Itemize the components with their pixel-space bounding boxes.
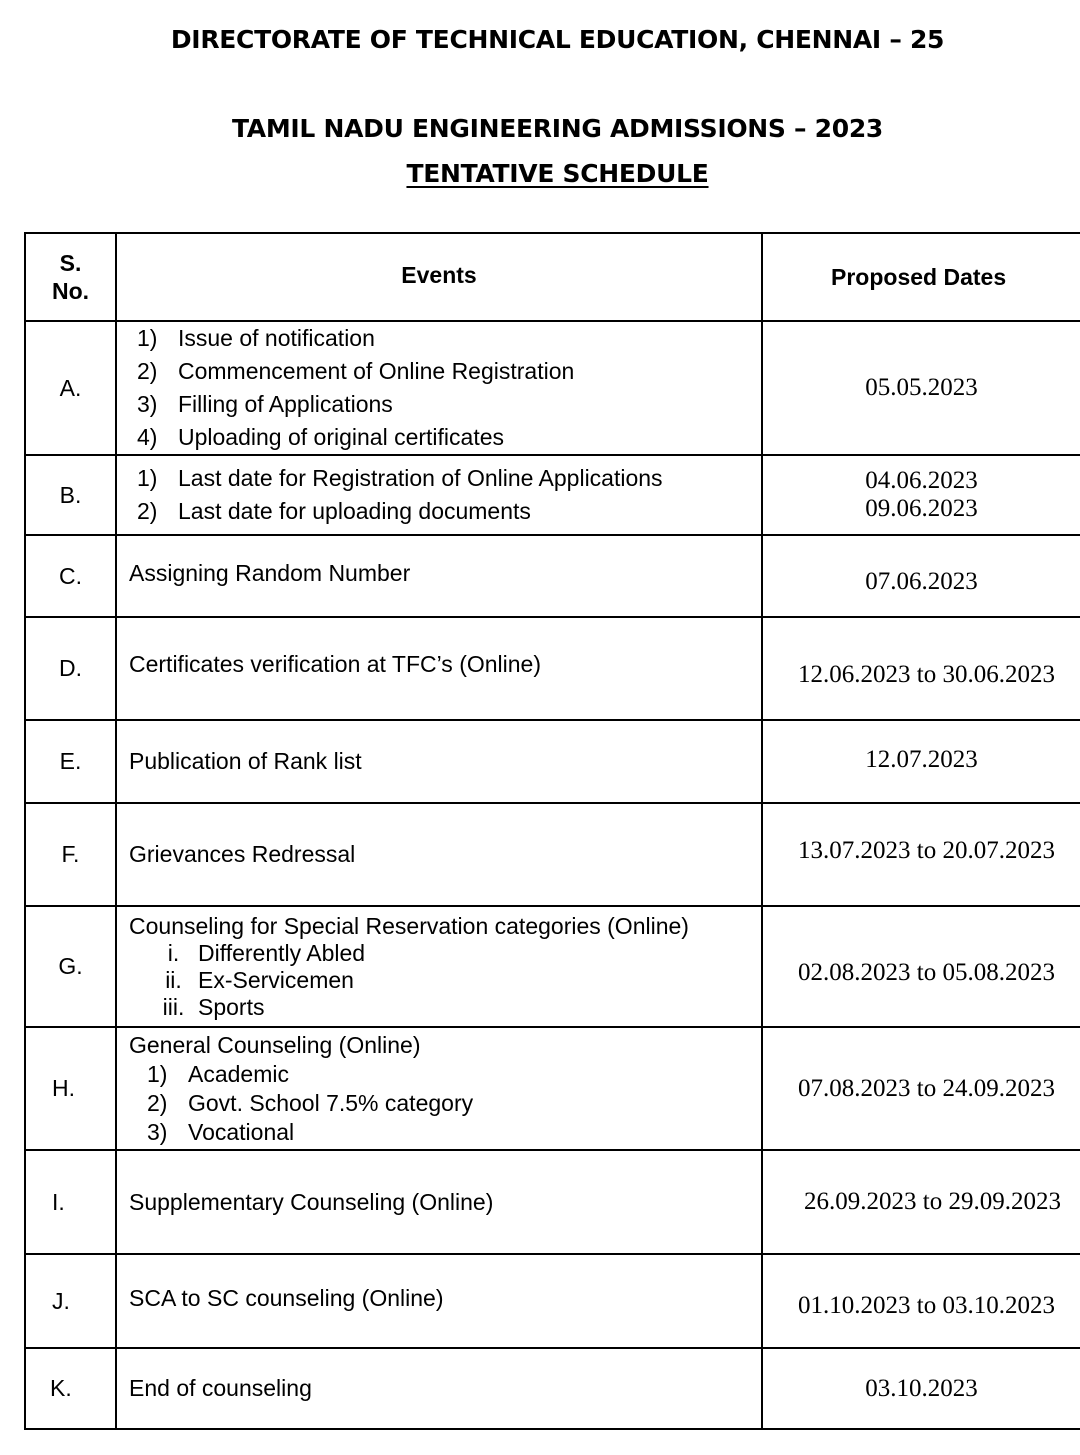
row-date: 04.06.2023 09.06.2023: [762, 455, 1080, 535]
list-item: iii. Sports: [162, 993, 265, 1020]
list-item: 1) Academic: [147, 1060, 289, 1087]
list-item: 1) Issue of notification: [137, 325, 375, 351]
row-events: Supplementary Counseling (Online): [116, 1150, 762, 1254]
row-date: 07.08.2023 to 24.09.2023: [762, 1027, 1080, 1150]
row-events: Certificates verification at TFC’s (Online): [116, 617, 762, 720]
row-events: [116, 321, 762, 455]
event-heading: General Counseling (Online): [129, 1031, 421, 1058]
table-row: [25, 321, 1080, 455]
list-item: 2) Govt. School 7.5% category: [147, 1089, 474, 1116]
table-row: [25, 455, 1080, 535]
list-item: i. Differently Abled: [167, 939, 366, 966]
row-sno: G.: [25, 906, 116, 1027]
event-list: [129, 940, 761, 1021]
row-events: Assigning Random Number: [116, 535, 762, 617]
row-date: 07.06.2023: [762, 535, 1080, 617]
list-item: 4) Uploading of original certificates: [137, 424, 505, 450]
row-events: Publication of Rank list: [116, 720, 762, 803]
header-events: Events: [116, 233, 762, 321]
list-item: 3) Vocational: [147, 1118, 295, 1145]
row-date: 13.07.2023 to 20.07.2023: [762, 803, 1080, 906]
row-sno: F.: [25, 803, 116, 906]
row-sno: E.: [25, 720, 116, 803]
row-date: 05.05.2023: [762, 321, 1080, 455]
list-item: 2) Commencement of Online Registration: [137, 358, 575, 384]
event-list: [129, 1060, 761, 1147]
title-admissions: TAMIL NADU ENGINEERING ADMISSIONS – 2023: [231, 114, 884, 143]
row-events: [116, 455, 762, 535]
event-list: [137, 462, 761, 528]
row-date: 12.06.2023 to 30.06.2023: [762, 617, 1080, 720]
table-row: [25, 617, 1080, 720]
title-directorate: DIRECTORATE OF TECHNICAL EDUCATION, CHENNAI – 25: [170, 25, 945, 54]
table-row: [25, 803, 1080, 906]
table-row: [25, 1348, 1080, 1429]
list-item: ii. Ex-Servicemen: [165, 966, 354, 993]
row-date: 01.10.2023 to 03.10.2023: [762, 1254, 1080, 1348]
header-sno: S. No.: [25, 233, 116, 321]
table-row: [25, 906, 1080, 1027]
table-row: [25, 720, 1080, 803]
row-date: 02.08.2023 to 05.08.2023: [762, 906, 1080, 1027]
row-events: Grievances Redressal: [116, 803, 762, 906]
row-sno: B.: [25, 455, 116, 535]
title-schedule-text: TENTATIVE SCHEDULE: [406, 159, 709, 188]
row-sno: D.: [25, 617, 116, 720]
row-sno: A.: [25, 321, 116, 455]
table-row: [25, 1254, 1080, 1348]
event-heading: Counseling for Special Reservation categories (Online): [129, 912, 689, 939]
schedule-table: [24, 232, 1080, 1430]
row-sno: I.: [25, 1150, 116, 1254]
row-sno: K.: [25, 1348, 116, 1429]
list-item: 2) Last date for uploading documents: [137, 498, 531, 524]
row-events: SCA to SC counseling (Online): [116, 1254, 762, 1348]
row-date: 26.09.2023 to 29.09.2023: [762, 1150, 1080, 1254]
row-events: [116, 906, 762, 1027]
event-list: [137, 322, 761, 454]
row-date: 12.07.2023: [762, 720, 1080, 803]
row-events: End of counseling: [116, 1348, 762, 1429]
table-row: [25, 1150, 1080, 1254]
list-item: 1) Last date for Registration of Online Applications: [137, 465, 663, 491]
row-sno: H.: [25, 1027, 116, 1150]
row-date: 03.10.2023: [762, 1348, 1080, 1429]
row-events: [116, 1027, 762, 1150]
header-dates: Proposed Dates: [762, 233, 1080, 321]
list-item: 3) Filling of Applications: [137, 391, 393, 417]
table-header-row: [25, 233, 1080, 321]
row-sno: J.: [25, 1254, 116, 1348]
title-schedule: [0, 159, 1080, 188]
row-sno: C.: [25, 535, 116, 617]
table-row: [25, 535, 1080, 617]
table-row: [25, 1027, 1080, 1150]
